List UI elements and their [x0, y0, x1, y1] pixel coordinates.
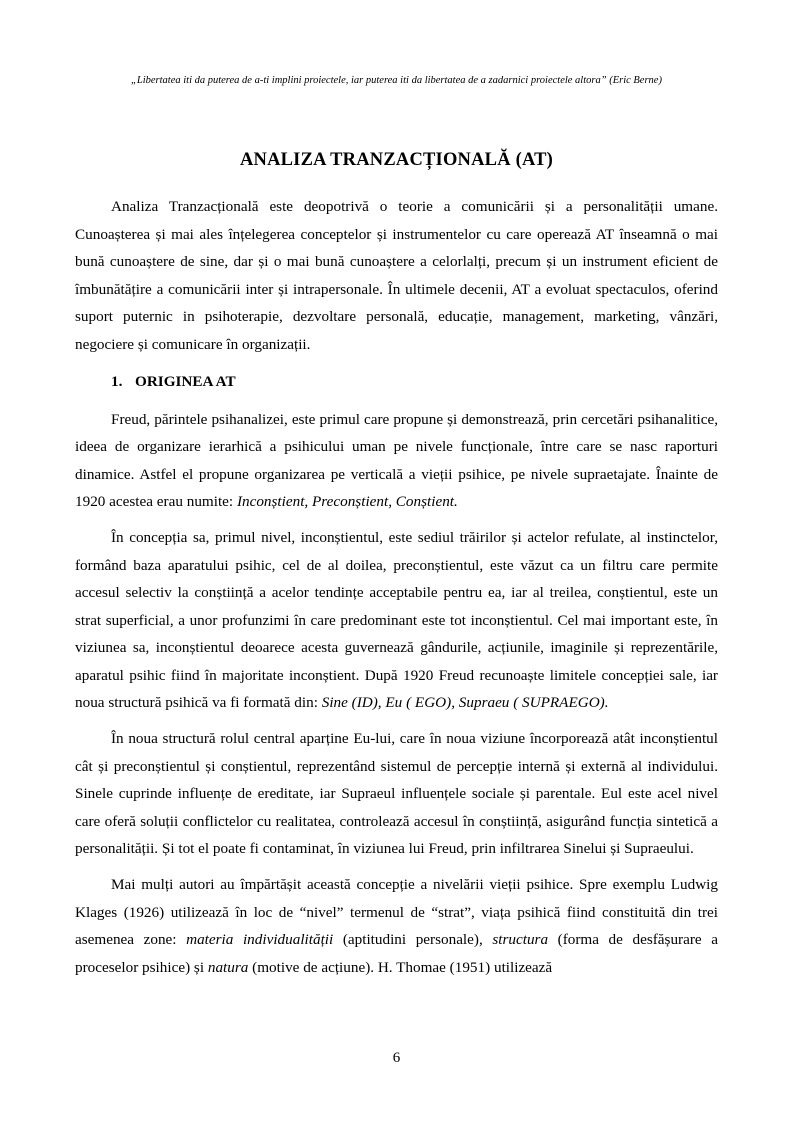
italic-terms: Inconștient, Preconștient, Conștient.	[236, 493, 458, 510]
section-title: ORIGINEA AT	[135, 373, 236, 390]
page-number: 6	[392, 1050, 401, 1066]
paragraph-freud-origin	[75, 406, 718, 516]
section-heading	[75, 368, 718, 396]
paragraph-new-structure: În noua structură rolul central aparține Eu-lui, care în noua viziune încorporează atât inconștientul cât și preconștientul și conștientul, reprezentând sistemul de percepție internă și externă al individului. Sinele cuprinde influențe de ereditate, iar Supraeul influențele sociale și parentale. Eul este acel nivel care oferă soluții conflictelor cu realitatea, controlează accesul în conștiință, asigurând funcția sintetică a personalității. Și tot el poate fi contaminat, în viziunea lui Freud, prin infiltrarea Sinelui și Supraeului.	[75, 730, 718, 857]
italic-terms: Sine (ID), Eu ( EGO), Supraeu ( SUPRAEGO).	[321, 694, 609, 711]
epigraph-quote: „Libertatea iti da puterea de a-ti implini proiectele, iar puterea iti da libertatea de a zadarnici proiectele altora” (Eric Berne)	[131, 75, 662, 86]
italic-term: natura	[207, 958, 249, 976]
paragraph-freud-conception	[75, 524, 718, 717]
italic-term: structura	[492, 931, 549, 948]
paragraph-text: În concepția sa, primul nivel, inconștientul, este sediul trăirilor și actelor refulate, al instinctelor, formând baza aparatului psihic, cel de al doilea, preconștientul, este văzut ca un filtru care permite accesul selectiv la conștiință a acelor tendințe acceptabile pentru ea, iar al treilea, conștientul, este un strat superficial, a unor profunzimi în care predominant este tot inconștientul. Cel mai important este, în viziunea sa, inconștientul deoarece acesta guvernează gândurile, acțiunile, imaginile și reprezentările, aparatul psihic fiind în majoritate inconștient. După 1920 Freud recunoaște limitele concepției sale, iar noua structură psihică va fi formată din:	[75, 529, 718, 711]
page-title: ANALIZA TRANZACȚIONALĂ (AT)	[239, 150, 554, 170]
document-body	[75, 193, 718, 990]
section-number: 1.	[111, 373, 123, 390]
paragraph-text: (aptitudini personale),	[333, 931, 493, 948]
intro-paragraph: Analiza Tranzacțională este deopotrivă o teorie a comunicării și a personalității umane. Cunoașterea și mai ales înțelegerea conceptelor și instrumentelor cu care operează AT înseamnă o mai bună cunoaștere de sine, dar și o mai bună cunoaștere a celorlalți, precum și un instrument eficient de îmbunătățire a comunicării inter și intrapersonale. În ultimele decenii, AT a evoluat spectaculos, oferind suport puternic in psihoterapie, dezvoltare personală, educație, management, marketing, vânzări, negociere și comunicare în organizații.	[75, 198, 718, 353]
paragraph-text: (motive de acțiune). H. Thomae (1951) utilizează	[248, 958, 553, 976]
italic-term: materia individualității	[186, 931, 334, 948]
paragraph-text: Freud, părintele psihanalizei, este primul care propune și demonstrează, prin cercetări psihanalitice, ideea de organizare ierarhică a psihicului uman pe nivele funcționale, între care se nasc raporturi dinamice. Astfel el propune organizarea pe verticală a vieții psihice, pe nivele supraetajate. Înainte de 1920 acestea erau numite:	[75, 410, 718, 510]
paragraph-text: (forma de desfășurare a proceselor psihice) și	[75, 931, 718, 976]
paragraph-text: Mai mulți autori au împărtășit această concepție a nivelării vieții psihice. Spre exemplu Ludwig Klages (1926) utilizează în loc de “nivel” termenul de “strat”, viața psihică fiind constituită din trei asemenea zone:	[75, 876, 718, 948]
paragraph-other-authors	[75, 871, 718, 981]
